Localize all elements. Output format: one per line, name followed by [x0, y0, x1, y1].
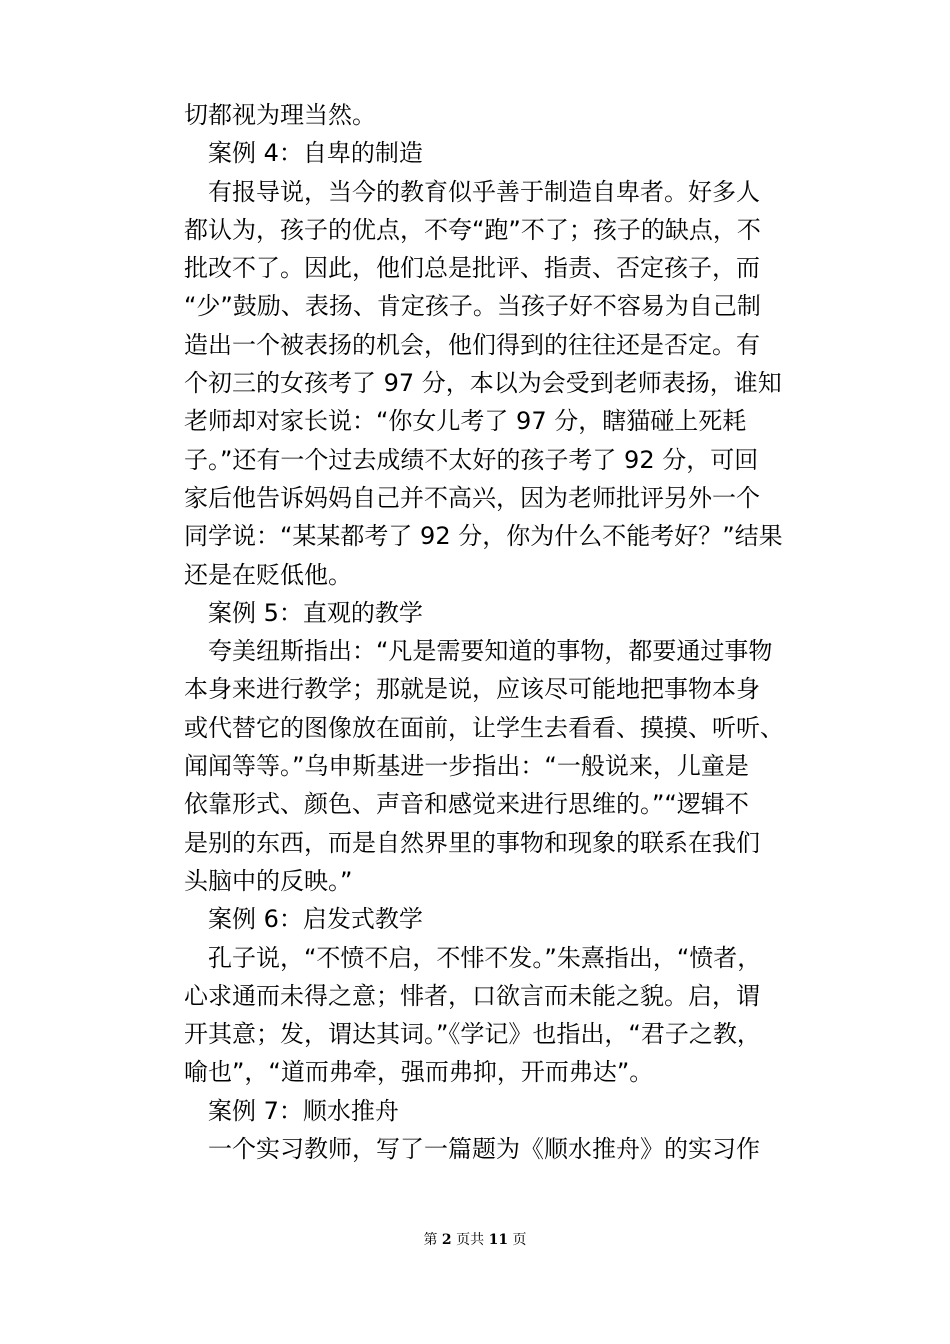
- text-line: 本身来进行教学；那就是说，应该尽可能地把事物本身: [184, 675, 760, 704]
- text-line: 还是在贬低他。: [184, 560, 352, 589]
- text-line: 家后他告诉妈妈自己并不高兴，因为老师批评另外一个: [184, 483, 760, 512]
- text-line: 老师却对家长说：“你女儿考了 97 分，瞎猫碰上死耗: [184, 407, 747, 436]
- text-line: “少”鼓励、表扬、肯定孩子。当孩子好不容易为自己制: [184, 292, 761, 321]
- page-number: 2: [441, 1232, 452, 1248]
- footer-middle: 页共: [456, 1232, 485, 1248]
- footer-suffix: 页: [512, 1232, 527, 1248]
- text-line: 子。”还有一个过去成绩不太好的孩子考了 92 分，可回: [184, 445, 759, 474]
- text-line: 都认为，孩子的优点，不夸“跑”不了；孩子的缺点，不: [184, 215, 761, 244]
- text-line: 同学说：“某某都考了 92 分，你为什么不能考好？”结果: [184, 522, 783, 551]
- text-line: 依靠形式、颜色、声音和感觉来进行思维的。”“逻辑不: [184, 790, 749, 819]
- text-line: 喻也”，“道而弗牵，强而弗抑，开而弗达”。: [184, 1058, 654, 1087]
- page-total: 11: [488, 1232, 509, 1248]
- case-heading: 案例 5：直观的教学: [184, 598, 423, 627]
- text-line: 夸美纽斯指出：“凡是需要知道的事物，都要通过事物: [184, 637, 773, 666]
- text-line: 批改不了。因此，他们总是批评、指责、否定孩子，而: [184, 254, 760, 283]
- text-line: 心求通而未得之意；悱者，口欲言而未能之貌。启，谓: [184, 981, 760, 1010]
- page-footer: [0, 1230, 950, 1250]
- case-heading: 案例 7：顺水推舟: [184, 1096, 399, 1125]
- case-heading: 案例 6：启发式教学: [184, 905, 423, 934]
- text-line: 个初三的女孩考了 97 分，本以为会受到老师表扬，谁知: [184, 369, 782, 398]
- text-line: 切都视为理当然。: [184, 101, 376, 129]
- footer-prefix: 第: [423, 1232, 438, 1248]
- text-line: 或代替它的图像放在面前，让学生去看看、摸摸、听听、: [184, 713, 784, 742]
- document-body: [184, 96, 820, 1168]
- text-line: 开其意；发，谓达其词。”《学记》也指出，“君子之教，: [184, 1020, 761, 1049]
- text-line: 孔子说，“不愤不启，不悱不发。”朱熹指出，“愤者，: [184, 943, 762, 972]
- text-line: 造出一个被表扬的机会，他们得到的往往还是否定。有: [184, 330, 760, 359]
- text-line: 头脑中的反映。”: [184, 866, 353, 895]
- case-heading: 案例 4：自卑的制造: [184, 139, 423, 168]
- text-line: 闻闻等等。”乌申斯基进一步指出：“一般说来，儿童是: [184, 752, 749, 781]
- text-line: 是别的东西，而是自然界里的事物和现象的联系在我们: [184, 828, 760, 857]
- text-line: 一个实习教师，写了一篇题为《顺水推舟》的实习作: [184, 1135, 760, 1164]
- text-line: 有报导说，当今的教育似乎善于制造自卑者。好多人: [184, 177, 760, 206]
